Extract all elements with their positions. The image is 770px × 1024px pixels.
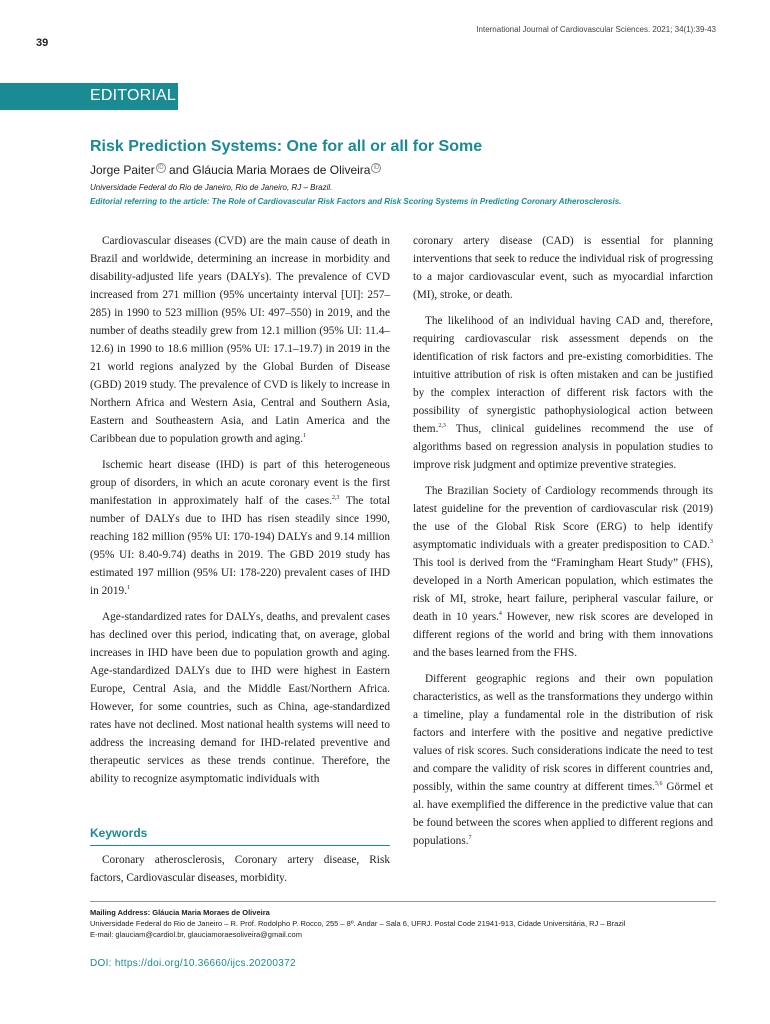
paragraph: [90, 456, 390, 600]
paragraph: [413, 670, 713, 850]
postal-address: Universidade Federal do Rio de Janeiro – R. Prof. Rodolpho P. Rocco, 255 – 8º. Andar – Sala 6, UFRJ. Postal Code 21941-913, Cidade Universitária, RJ – Brazil: [90, 919, 626, 928]
affiliation: Universidade Federal do Rio de Janeiro, Rio de Janeiro, RJ – Brazil.: [90, 183, 333, 192]
orcid-icon[interactable]: iD: [156, 163, 166, 173]
journal-reference: International Journal of Cardiovascular Sciences. 2021; 34(1):39-43: [476, 25, 716, 34]
paragraph-text: Ischemic heart disease (IHD) is part of this heterogeneous group of disorders, in which an acute coronary event is the first manifestation in approximately half of the cases.: [90, 459, 390, 507]
paragraph: [90, 232, 390, 448]
body-column-left: [90, 232, 390, 796]
paragraph: [413, 232, 713, 304]
author-separator: and: [165, 163, 193, 177]
citation[interactable]: 4: [498, 611, 502, 618]
paragraph: [413, 312, 713, 474]
paragraph-text: Görmel et al. have exemplified the difference in the predictive value that can be found between the scores when applied to different regions and populations.: [413, 781, 713, 847]
citation[interactable]: 2,3: [438, 423, 446, 430]
section-band: [0, 83, 178, 110]
paragraph-text: Different geographic regions and their own population characteristics, as well as the transformations they undergo within a timeline, play a fundamental role in the distribution of risk factors and interfere with the positive and negative predictive values of risk scores. Such considerations indicate the need to test and compare the validity of risk scores in different countries and, possibly, within the same country at different times.: [413, 673, 713, 793]
citation[interactable]: 1: [303, 433, 307, 440]
section-label: EDITORIAL: [90, 87, 176, 104]
orcid-icon[interactable]: iD: [371, 163, 381, 173]
citation[interactable]: 7: [468, 835, 472, 842]
body-column-right: [413, 232, 713, 858]
paragraph-text: coronary artery disease (CAD) is essential for planning interventions that seek to reduce the individual risk of progressing to a major cardiovascular event, such as myocardial infarction (MI), stroke, or death.: [413, 235, 713, 301]
page-number: 39: [36, 37, 49, 49]
footer-divider: [90, 901, 716, 902]
mailing-address: [90, 907, 625, 940]
paragraph-text: However, new risk scores are developed in different regions of the world and bring with them innovations and the bases learned from the FHS.: [413, 611, 714, 659]
citation[interactable]: 3: [710, 539, 713, 546]
paragraph: [413, 482, 713, 662]
author-line: [90, 163, 381, 177]
mailing-label: Mailing Address: Gláucia Maria Moraes de Oliveira: [90, 908, 270, 917]
doi-link[interactable]: DOI: https://doi.org/10.36660/ijcs.20200372: [90, 958, 296, 969]
citation[interactable]: 2,3: [332, 495, 340, 502]
paragraph: [90, 608, 390, 788]
editorial-reference: Editorial referring to the article: The Role of Cardiovascular Risk Factors and Risk Scoring Systems in Predicting Coronary Atherosclerosis.: [90, 197, 622, 206]
paragraph-text: The likelihood of an individual having CAD and, therefore, requiring cardiovascular risk assessment depends on the identification of risk factors and pre-existing comorbidities. The intuitive attribution of risk is often mistaken and can be justified by the complex interaction of different risk factors with the possibility of synergistic pathophysiological action between them.: [413, 315, 713, 435]
keywords-list: Coronary atherosclerosis, Coronary artery disease, Risk factors, Cardiovascular diseases, morbidity.: [90, 854, 390, 884]
citation[interactable]: 5,6: [654, 781, 663, 788]
paragraph-text: The total number of DALYs due to IHD has risen steadily since 1990, reaching 182 million (95% UI: 170-194) DALYs and 9.14 million (95% UI: 8.40-9.74) deaths in 2019. The GBD 2019 study has estimated 197 million (95% UI: 178-220) prevalent cases of IHD in 2019.: [90, 495, 390, 597]
email-line[interactable]: E-mail: glauciam@cardiol.br, glauciamoraesoliveira@gmail.com: [90, 930, 302, 939]
paragraph-text: This tool is derived from the “Framingham Heart Study” (FHS), developed in a North American population, which estimates the risk of MI, stroke, heart failure, peripheral vascular failure, or death in 10 years.: [413, 557, 713, 623]
citation[interactable]: 1: [127, 585, 131, 592]
author-name: Gláucia Maria Moraes de Oliveira: [192, 163, 371, 177]
paragraph-text: The Brazilian Society of Cardiology recommends through its latest guideline for the prevention of cardiovascular risk (2019) the use of the Global Risk Score (ERG) to help identify asymptomatic individuals with a greater predisposition to CAD.: [413, 485, 713, 551]
keywords-heading: Keywords: [90, 826, 148, 840]
paragraph-text: Cardiovascular diseases (CVD) are the main cause of death in Brazil and worldwide, determining an increase in morbidity and disability-adjusted life years (DALYs). The prevalence of CVD increased from 271 million (95% uncertainty interval [UI]: 257–285) in 1990 to 523 million (95% UI: 497–550) in 2019, and the number of deaths steadily grew from 12.1 million (95% UI: 11.4–12.6) in 1990 to 18.6 million (95% UI: 17.1–19.7) in 2019 in the 21 world regions analyzed by the Global Burden of Disease (GBD) 2019 study. The prevalence of CVD is likely to increase in Northern Africa and Western Asia, Central and Southern Asia, Eastern and Southeastern Asia, and Latin America and the Caribbean due to population growth and aging.: [90, 235, 390, 445]
article-title: Risk Prediction Systems: One for all or all for Some: [90, 138, 483, 155]
paragraph-text: Thus, clinical guidelines recommend the use of algorithms based on regression analysis in population studies to improve risk judgment and optimize preventive strategies.: [413, 423, 713, 471]
keywords-divider: [90, 845, 390, 846]
author-name: Jorge Paiter: [90, 163, 155, 177]
paragraph-text: Age-standardized rates for DALYs, deaths, and prevalent cases has declined over this period, indicating that, on average, global increases in IHD have been due to population growth and aging. Age-standardized DALYs due to IHD were highest in Eastern Europe, Central Asia, and the Middle East/Northern Africa. However, for some countries, such as China, age-standardized rates have not declined. Most national health systems will need to address the increasing demand for IHD-related preventive and therapeutic services as these trends continue. Therefore, the ability to recognize asymptomatic individuals with: [90, 611, 390, 785]
